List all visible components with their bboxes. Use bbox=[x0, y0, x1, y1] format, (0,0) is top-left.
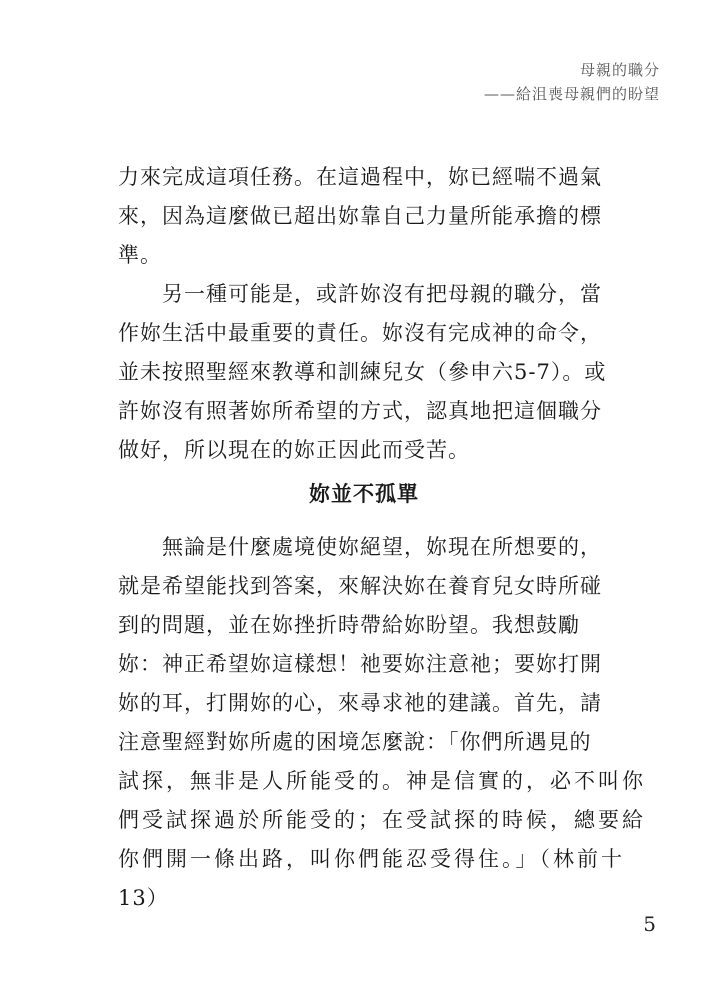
book-title: 母親的職分 bbox=[579, 61, 660, 79]
text-line: 注意聖經對妳所處的困境怎麼說：「你們所遇見的 bbox=[118, 730, 592, 754]
paragraph-block-2 bbox=[118, 528, 646, 918]
text-line: 妳：神正希望妳這樣想！祂要妳注意祂；要妳打開 bbox=[118, 652, 602, 676]
page-number: 5 bbox=[643, 912, 656, 936]
scripture-quote-line: 你們開一條出路，叫你們能忍受得住。」（林前十 bbox=[118, 847, 625, 871]
text-line: 就是希望能找到答案，來解決妳在養育兒女時所碰 bbox=[118, 574, 602, 598]
text-line: 並未按照聖經來教導和訓練兒女（參申六5-7）。或 bbox=[118, 360, 607, 384]
text-line: 許妳沒有照著妳所希望的方式，認真地把這個職分 bbox=[118, 399, 602, 423]
scripture-quote-line: 們受試探過於所能受的；在受試探的時候，總要給 bbox=[118, 808, 646, 832]
text-line: 做好，所以現在的妳正因此而受苦。 bbox=[118, 438, 470, 462]
text-line: 妳的耳，打開妳的心，來尋求祂的建議。首先，請 bbox=[118, 691, 602, 715]
text-line: 13） bbox=[118, 886, 169, 910]
text-line: 無論是什麼處境使妳絕望，妳現在所想要的， bbox=[118, 535, 602, 559]
text-line: 來，因為這麼做已超出妳靠自己力量所能承擔的標 bbox=[118, 204, 602, 228]
text-line: 作妳生活中最重要的責任。妳沒有完成神的命令， bbox=[118, 321, 602, 345]
text-line: 另一種可能是，或許妳沒有把母親的職分，當 bbox=[118, 282, 602, 306]
running-header bbox=[484, 58, 660, 106]
text-line: 力來完成這項任務。在這過程中，妳已經喘不過氣 bbox=[118, 165, 602, 189]
text-line: 到的問題，並在妳挫折時帶給妳盼望。我想鼓勵 bbox=[118, 613, 580, 637]
paragraph-block-1 bbox=[118, 158, 608, 470]
section-heading: 妳並不孤單 bbox=[309, 481, 419, 506]
text-line: 準。 bbox=[118, 243, 162, 267]
scripture-quote-line: 試探，無非是人所能受的。神是信實的，必不叫你 bbox=[118, 769, 646, 793]
book-subtitle: ——給沮喪母親們的盼望 bbox=[483, 85, 660, 103]
